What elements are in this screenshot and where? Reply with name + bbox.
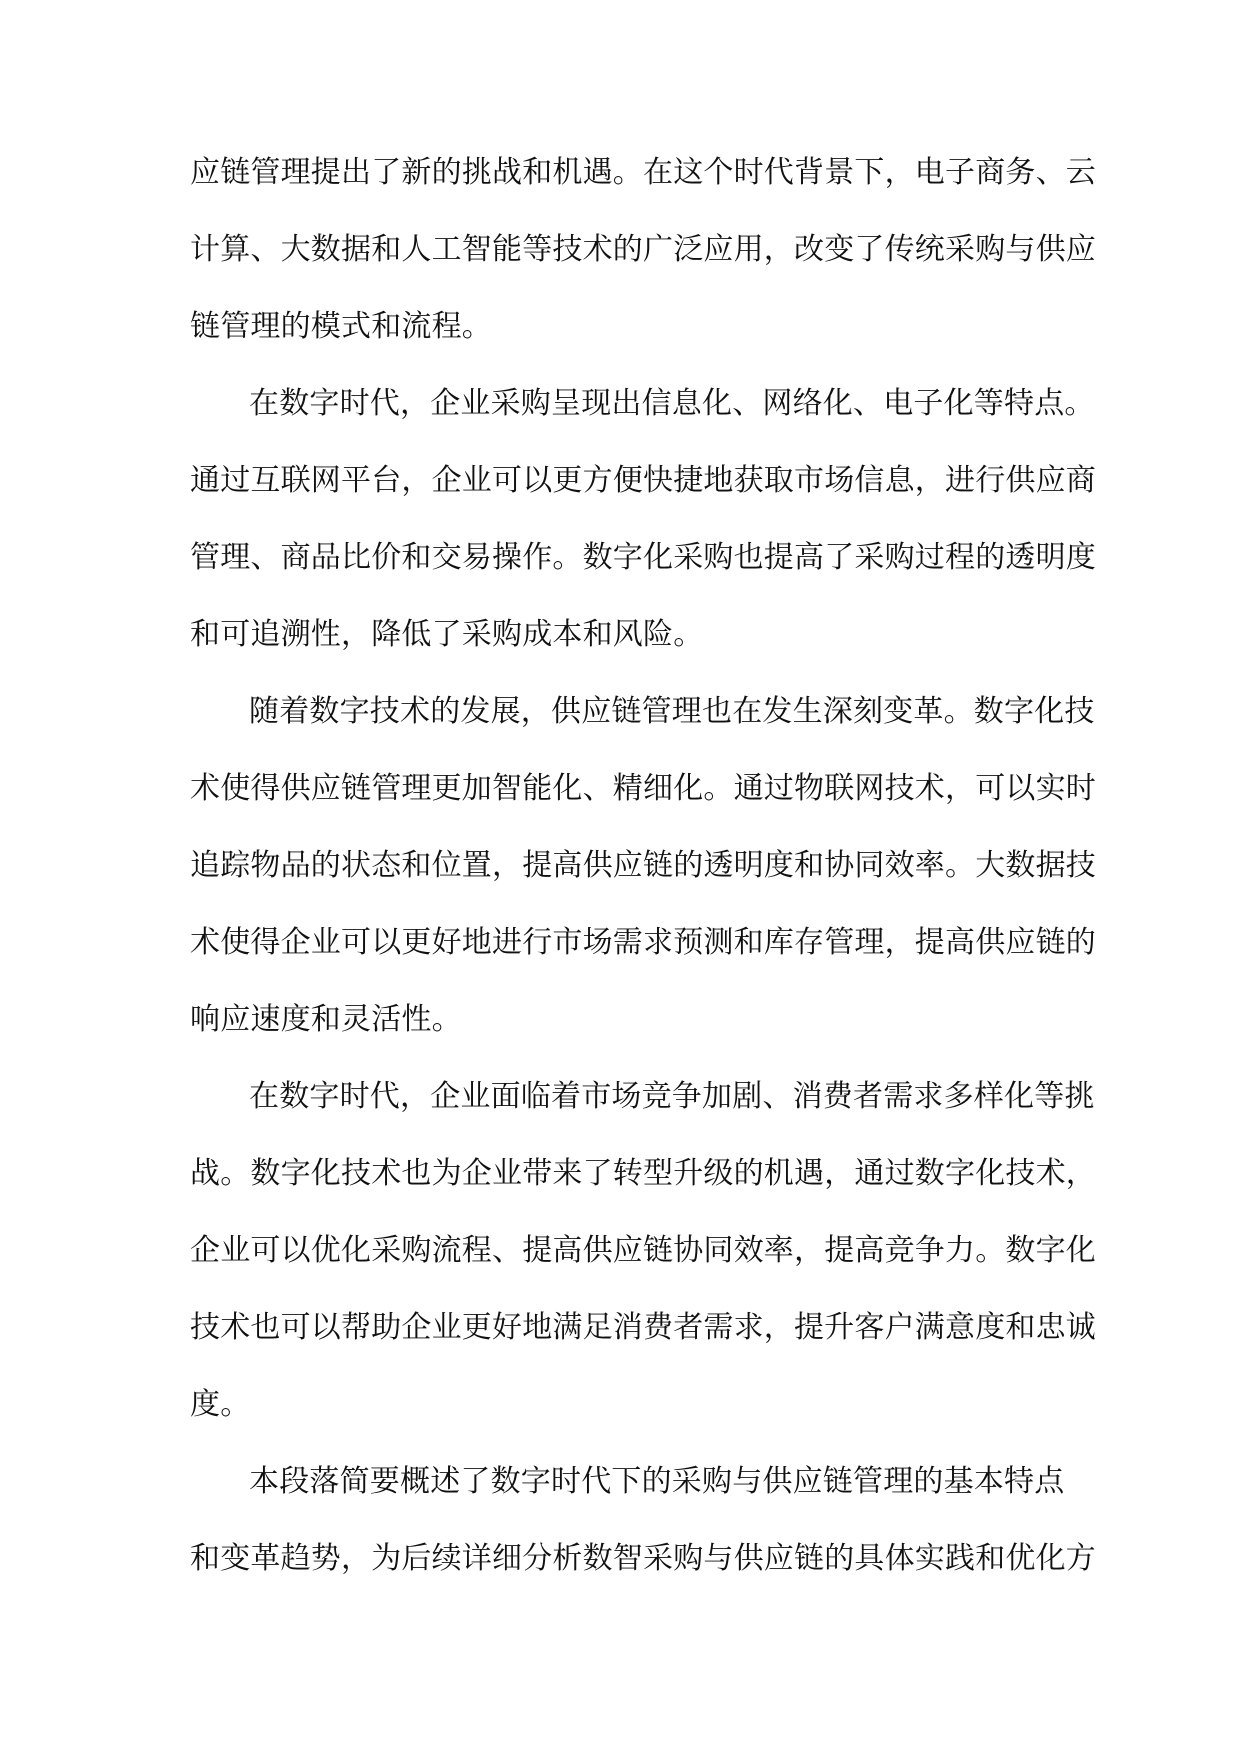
text-line: 管理、商品比价和交易操作。数字化采购也提高了采购过程的透明度: [190, 540, 1096, 575]
text-line: 链管理的模式和流程。: [190, 309, 492, 344]
text-line: 术使得供应链管理更加智能化、精细化。通过物联网技术，可以实时: [190, 771, 1096, 806]
text-line: 术使得企业可以更好地进行市场需求预测和库存管理，提高供应链的: [190, 925, 1096, 960]
paragraph-first-line: 在数字时代，企业面临着市场竞争加剧、消费者需求多样化等挑: [249, 1079, 1095, 1114]
text-line: 和可追溯性，降低了采购成本和风险。: [190, 617, 704, 652]
text-line: 企业可以优化采购流程、提高供应链协同效率，提高竞争力。数字化: [190, 1233, 1096, 1268]
text-line: 和变革趋势，为后续详细分析数智采购与供应链的具体实践和优化方: [190, 1541, 1096, 1576]
text-line: 应链管理提出了新的挑战和机遇。在这个时代背景下，电子商务、云: [190, 155, 1096, 190]
text-line: 技术也可以帮助企业更好地满足消费者需求，提升客户满意度和忠诚: [190, 1310, 1096, 1345]
text-line: 度。: [190, 1387, 251, 1422]
text-line: 响应速度和灵活性。: [190, 1002, 462, 1037]
text-line: 追踪物品的状态和位置，提高供应链的透明度和协同效率。大数据技: [190, 848, 1096, 883]
document-body: [190, 146, 1096, 1609]
text-line: 战。数字化技术也为企业带来了转型升级的机遇，通过数字化技术，: [190, 1156, 1096, 1191]
text-line: 计算、大数据和人工智能等技术的广泛应用，改变了传统采购与供应: [190, 232, 1096, 267]
paragraph-first-line: 在数字时代，企业采购呈现出信息化、网络化、电子化等特点。: [249, 386, 1095, 421]
paragraph-first-line: 本段落简要概述了数字时代下的采购与供应链管理的基本特点: [249, 1464, 1065, 1499]
paragraph-first-line: 随着数字技术的发展，供应链管理也在发生深刻变革。数字化技: [249, 694, 1095, 729]
text-line: 通过互联网平台，企业可以更方便快捷地获取市场信息，进行供应商: [190, 463, 1096, 498]
